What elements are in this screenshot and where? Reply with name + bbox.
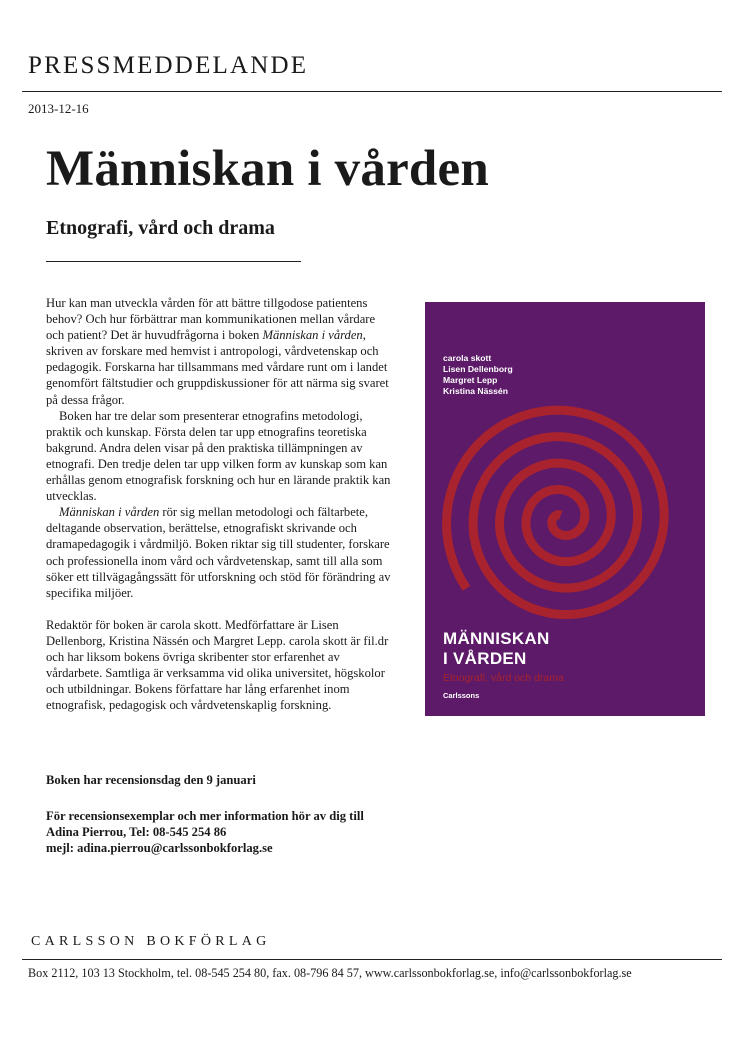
release-date: 2013-12-16 — [28, 101, 89, 116]
article-subtitle: Etnografi, vård och drama — [46, 217, 275, 239]
article-paragraph — [46, 617, 391, 714]
publisher-name: CARLSSON BOKFÖRLAG — [31, 934, 271, 949]
cover-author: carola skott — [443, 353, 492, 363]
cover-author: Kristina Nässén — [443, 386, 508, 396]
article-paragraph — [46, 295, 391, 408]
contact-block — [46, 808, 406, 856]
cover-author: Lisen Dellenborg — [443, 364, 513, 374]
cover-subtitle: Etnografi, vård och drama — [443, 672, 564, 684]
paragraph-text: Hur kan man utveckla vården för att bättre tillgodose patientens behov? Och hur förbättrar man kommunikationen mellan vårdare och patient? Det är huvudfrågorna i boken — [46, 296, 376, 343]
paragraph-text: Boken har tre delar som presenterar etnografins metodologi, praktik och kunskap. Första delen tar upp etnografins teoretiska bakgrund. Andra delen visar på den praktiska tillämpningen av etnografi. Den tredje delen tar upp vilken form av kunskap som kan erhållas genom etnografisk forskning och hur en lärande praktik kan utvecklas. — [46, 408, 391, 504]
article-body — [46, 295, 391, 713]
footer-divider — [22, 959, 722, 960]
article-paragraph — [46, 408, 391, 505]
cover-authors — [443, 353, 513, 397]
article-paragraph — [46, 504, 391, 601]
contact-intro: För recensionsexemplar och mer information hör av dig till — [46, 809, 364, 823]
book-cover — [425, 302, 705, 716]
cover-title: MÄNNISKAN I VÅRDEN — [443, 629, 550, 668]
book-title-reference: Människan i vården — [262, 328, 363, 343]
publisher-contact: Box 2112, 103 13 Stockholm, tel. 08-545 254 80, fax. 08-796 84 57, www.carlssonbokforlag.se, info@carlssonbokforlag.se — [28, 966, 632, 980]
paragraph-text: Redaktör för boken är carola skott. Medförfattare är Lisen Dellenborg, Kristina Nässén och Margret Lepp. carola skott är fil.dr och har liksom bokens övriga skribenter stor erfarenhet av vårdarbete. Samtliga är verksamma vid olika universitet, högskolor och utbildningar. Bokens författare har lång erfarenhet inom etnografisk, pedagogisk och vårdvetenskaplig forskning. — [46, 617, 389, 713]
cover-author: Margret Lepp — [443, 375, 498, 385]
contact-email[interactable]: mejl: adina.pierrou@carlssonbokforlag.se — [46, 841, 273, 856]
cover-publisher-logo: Carlssons — [443, 691, 480, 700]
paragraph-text: , skriven av forskare med hemvist i antropologi, vårdvetenskap och pedagogik. Forskarna har tillsammans med vårdare runt om i landet genomfört fältstudier och gruppdiskussioner för att närma sig svaret på dessa frågor. — [46, 328, 389, 407]
title-underline — [46, 261, 301, 262]
press-release-heading: PRESSMEDDELANDE — [28, 52, 309, 79]
contact-phone: Adina Pierrou, Tel: 08-545 254 86 — [46, 825, 227, 840]
article-title: Människan i vården — [46, 141, 489, 197]
review-date-note: Boken har recensionsdag den 9 januari — [46, 773, 256, 787]
book-title-reference: Människan i vården — [59, 505, 160, 520]
paragraph-text: rör sig mellan metodologi och fältarbete, deltagande observation, berättelse, etnografiskt skrivande och dramapedagogik i vårdmiljö. Boken riktar sig till studenter, forskare och professionella inom vård och vårdvetenskap, samt till alla som söker ett tillvägagångssätt för utforskning och stöd för förändring av specifika miljöer. — [46, 505, 391, 600]
header-divider — [22, 91, 722, 92]
